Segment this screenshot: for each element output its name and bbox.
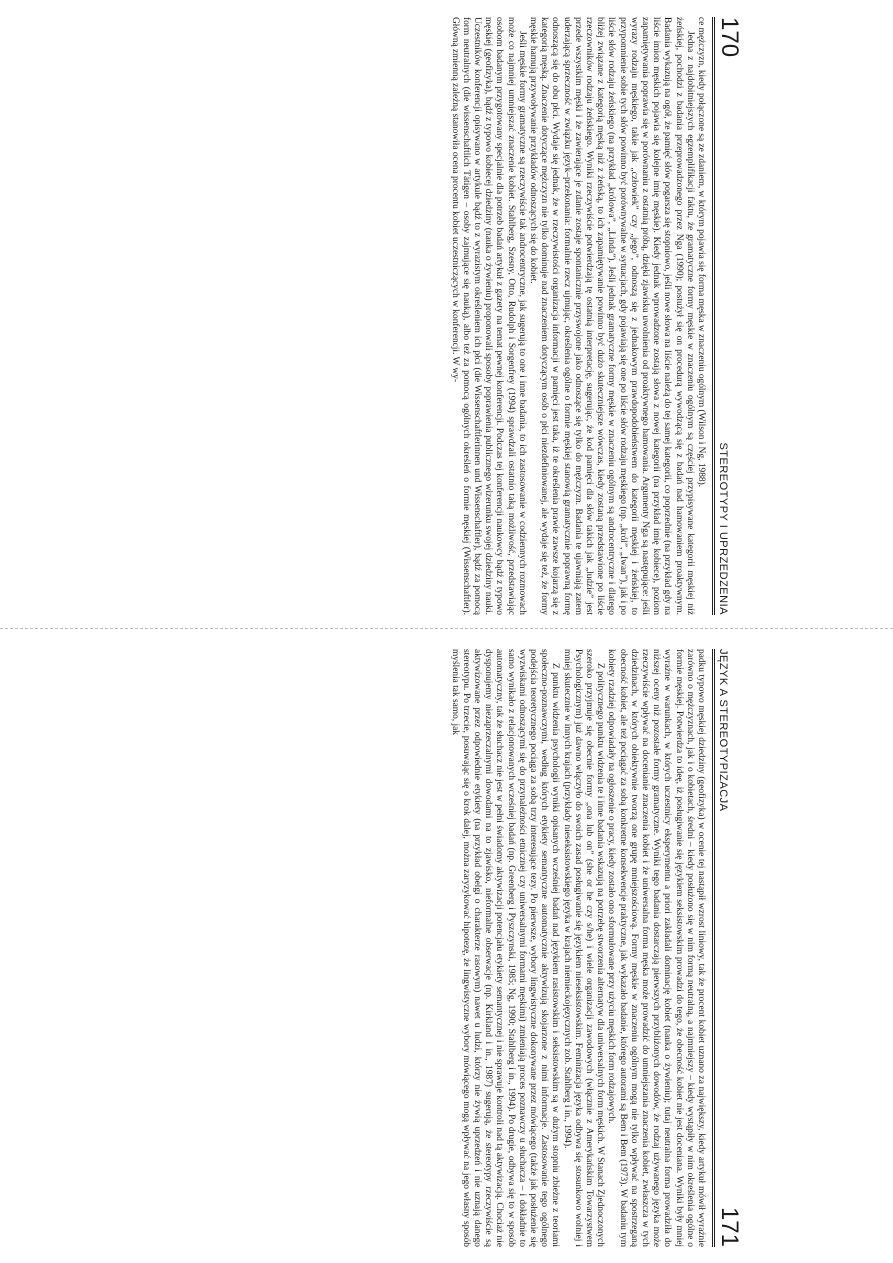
running-title: JĘZYK A STEREOTYPIZACJA <box>717 649 729 812</box>
right-page <box>325 643 745 1253</box>
paragraph: ce mężczyzn, kiedy połączone są ze zdaniem, w którym pojawia się forma męska w znaczeniu ogólnym (Wilson i Ng, 1988). <box>696 17 706 488</box>
left-page <box>325 11 745 621</box>
paragraph: padku typowo męskiej dziedziny (geofizyka) w ocenie tej nastąpił wzrost liniowy, tak że procent kobiet uznano za największy, kiedy artykuł mówił wyraźnie zarówno o mężczyznach, jak i o kobietach, średni – kiedy posłużono się w nim formą neutralną, a najmniejszy – kiedy wystąpiły w nim określenia ogólne o formie męskiej. Potwierdza to ideę, iż posługiwanie się językiem seksistowskim prowadzi do tego, że obecność kobiet nie jest doceniana. Wyniki były mniej wyraźne w warunkach, w których uczestnicy eksperymentu a priori zakładali dominację kobiet (nauka o żywieniu); tutaj neutralna forma prowadziła do niższej oceny niż pozostałe formy gramatyczne. Wyniki tego badania dostarczają pierwszych przybliżonych dowodów, że rodzaj używanego języka może rzeczywiście wpływać na docenianie znaczenia kobiet i że uniwersalna forma męska może prowadzić do umniejszania znaczenia kobiet, zwłaszcza w tych dziedzinach, w których obiektywnie tworzą one grupę mniejszościową. Formy męskie w znaczeniu ogólnym mogą nie tylko wpływać na spostrzeganą obecność kobiet, ale też pociągać za sobą konkretne konsekwencje praktyczne, jak wykazało badanie, którego autorami są Bem i Bem (1973). W badaniu tym kobiety rzadziej odpowiadały na ogłoszenie o pracy, kiedy zostało ono sformułowane przy użyciu męskich form rodzajowych. <box>606 649 706 1247</box>
paragraph: Z punktu widzenia psychologii wyniki opisanych wcześniej badań nad językiem rasistowskim i seksistowskim są w dużym stopniu zbieżne z teoriami społeczno-poznawczymi, według których etykiety semantyczne automatycznie aktywizują skojarzone z nimi informacje. Zastosowanie tego ogólnego podejścia teoretycznego pociąga za sobą trzy interesujące tezy. Po pierwsze, wybory lingwistyczne dokonywane przez mówiącego (także jak posłużenie się wyzwiskami odnoszącymi się do przynależności etnicznej czy uniwersalnymi formami męskimi) zmieniają proces poznawczy u słuchacza – i dokładnie to samo wynikało z relacjonowanych wcześniej badań (np. Greenberg i Pyszczynski, 1985; Ng, 1990; Stahlberg i in., 1994). Po drugie, odbywa się to w sposób automatyczny, tak że słuchacz nie jest w pełni świadomy aktywizacji potencjału etykiety semantycznej i nie sprawuje kontroli nad tą aktywizacją. Chociaż nie dysponujemy niezaprzeczalnymi dowodami na to zjawisko, nieformalne obserwacje (np. Kirkland i in., 1987) sugerują, że stereotypy rzeczywiście są aktywizowane przez odpowiednie etykiety (na przykład obelgi o charakterze rasowym) nawet u ludzi, którzy nie żywią uprzedzeń i nie uznają danego stereotypu. Po trzecie, posuwając się o krok dalej, można zaryzykować hipotezę, że lingwistyczne wybory mówiącego mogą wpływać na jego własny sposób myślenia tak samo, jak <box>449 649 561 1247</box>
paragraph: Jeśli męskie formy gramatyczne są rzeczywiście tak androcentryczne, jak sugerują to one i inne badania, to ich zastosowanie w codziennych rozmowach może co najmniej umniejszać znaczenie kobiet. Stahlberg, Szesny, Otto, Rudolph i Sorgenfrey (1994) sprawdzali ostatnio taką możliwość, przedstawiając osobom badanym przygotowany specjalnie dla potrzeb badań artykuł z gazety na temat pewnej konferencji. Podczas tej konferencji naukowcy bądź z typowo męskiej (geofizyka), bądź z typowo kobiecej dziedziny (nauka o żywieniu) proponowali sposoby poprawienia publicznego wizerunku swojej dziedziny nauki. Uczestników konferencji opisywano w artykule bądź to z wyrazistym określeniem ich płci (die Wissenschaftlerinnen und Wissenschaftler), bądź za pomocą form neutralnych (die wissenschaftlich Tätigen – osoby zajmujące się nauką), albo też za pomocą ogólnych określeń o formie męskiej (Wissenschaftler). Główną zmienną zależną stanowiła ocena procentu kobiet uczestniczących w konferencji. W wy- <box>449 17 527 615</box>
page-fold-line <box>0 628 893 629</box>
page-number: 171 <box>716 1206 743 1247</box>
paragraph: Z politycznego punktu widzenia te i inne badania wskazują na potrzebę stworzenia alternatyw dla uniwersalnych form męskich. W Stanach Zjednoczonych szeroko przyjmuje się obecnie formy „ona lub on” (she or he czy s/he) i wiele organizacji zawodowych (włącznie z Amerykańskim Towarzystwem Psychologicznym) już dawno włączyło do swoich zasad posługiwanie się językiem nieseksistowskim. Feminizacja języka odbywa się stosunkowo wolniej i mniej skutecznie w innych krajach (przykłady nieseksistowskiego języka w krajach niemieckojęzycznych zob. Stahlberg i in., 1994). <box>561 649 606 1247</box>
running-head <box>712 17 745 615</box>
page-number: 170 <box>716 17 743 58</box>
paragraph: Jedna z najdobitniejszych egzemplifikacji faktu, że gramatyczne formy męskie w znaczeniu ogólnym są częściej przypisywane kategorii męskiej niż żeńskiej, pochodzi z badania przeprowadzonego przez Nga (1990); postużył się on procedurą wywodzącą się z badań nad hamowaniem proaktywnym. Badania wykazują na ogół, że pamięć słów pogarsza się stopniowo, jeśli nowe słowa na liście należą do tej samej kategorii, co poprzednie (na przykład gdy na liście imion męskich pojawia się kolejne imię męskie). Kiedy jednak wprowadzone zostają słowa z nowej kategorii (na przykład imię kobiece), poziom zapamiętywania poprawia się w porównaniu z ostatnią próbą, dzięki zjawisku uwolnienia od proaktywnego hamowania. Argumenty Nga są następujące: jeśli wyrazy rodzaju męskiego, takie jak „człowiek” czy „jego”, odnoszą się z jednakowym prawdopodobieństwem do kategorii męskiej i żeńskiej, to przypomnienie sobie tych słów powinno być porównywalne w sytuacjach, gdy pojawiają się one po liście słów rodzaju męskiego (np. „król”, „Iwan”), jak i po liście słów rodzaju żeńskiego (na przykład „królowa”, „Linda”). Jeśli jednak gramatyczne formy męskie w znaczeniu ogólnym są androcentryczne i dlatego bliżej związane z kategorią męską niż z żeńską, to ich zapamiętywanie powinno być dużo skuteczniejsze wówczas, kiedy zostaną przedstawione po liście rzeczowników rodzaju żeńskiego. Wyniki rzeczywiście potwierdzają tę ostatnią interpretację, sugerując, że kod pamięci dla słów takich jak „ludzie” jest przede wszystkim męski i że zawierające je zdanie zostaje spontanicznie przyswojone jako odnoszące się tylko do mężczyzn. Badania te ujawniają zatem uderzającą sprzeczność w związku język–przekonania: formalnie rzecz ujmując, określenia ogólne o formie męskiej stanowią gramatycznie poprawną formę odnoszącą się do obu płci. Wydaje się jednak, że w rzeczywistości organizacja informacji w pamięci jest taka, iż te określenia prawie zawsze kojarzą się z kategorią męską. Znaczenie dotyczące mężczyzn nie tylko dominuje nad znaczeniem dotyczącym osób o płci niezdefiniowanej, ale wydaje się też, że formy męskie hamują przywoływanie przykładów odnoszących się do kobiet. <box>527 17 695 615</box>
body-text <box>448 17 706 615</box>
body-text <box>448 649 706 1247</box>
running-head <box>712 649 745 1247</box>
running-title: STEREOTYPY I UPRZEDZENIA <box>717 442 729 615</box>
